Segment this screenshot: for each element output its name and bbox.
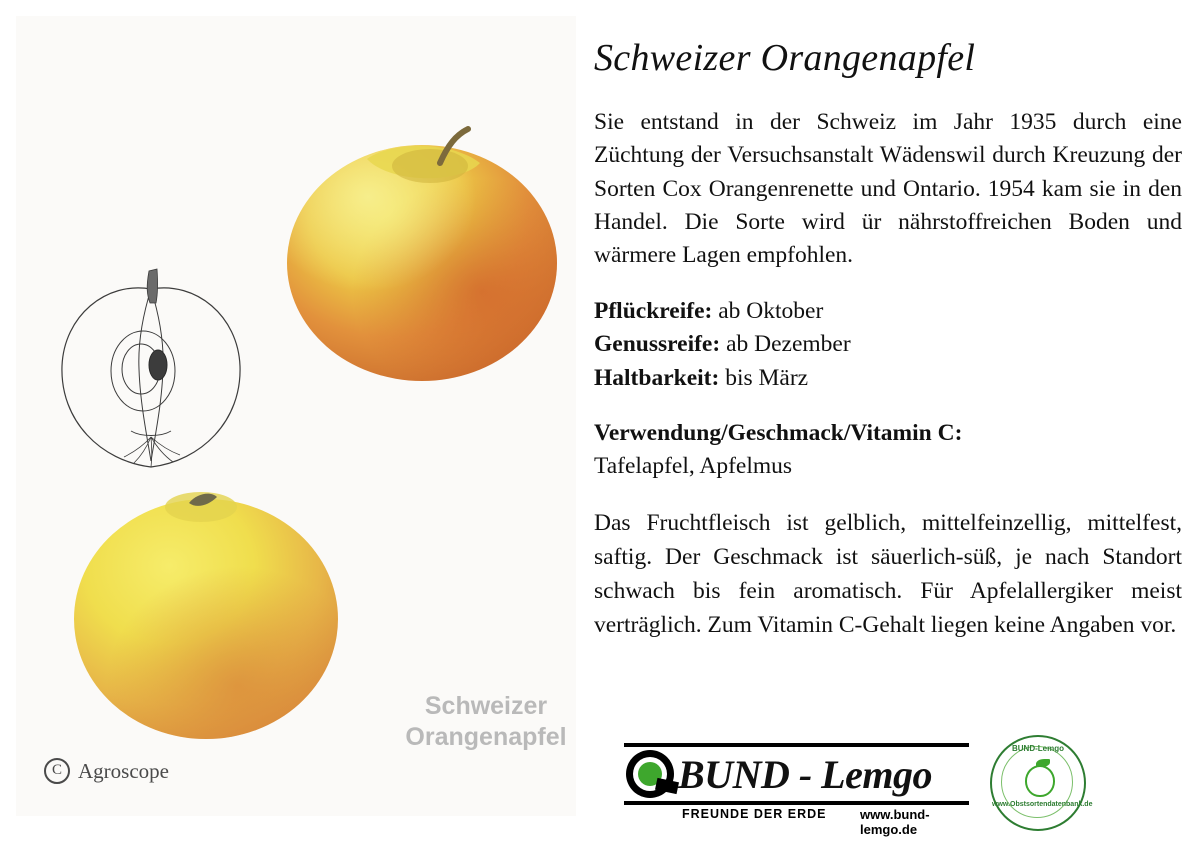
fact-value: ab Dezember: [726, 331, 851, 358]
obstsortendatenbank-seal[interactable]: [990, 735, 1093, 831]
text-panel: [592, 20, 1184, 830]
logo-wordmark: BUND - Lemgo: [678, 751, 932, 797]
fact-value: bis März: [725, 364, 809, 391]
image-panel: [16, 16, 576, 816]
logo-rule-bottom: [624, 801, 969, 805]
seal-bottom-text: www.Obstsortendatenbank.de: [992, 801, 1093, 808]
variety-watermark: [386, 691, 576, 754]
fact-row: [594, 362, 1182, 395]
page-title: Schweizer Orangenapfel: [594, 37, 976, 79]
photo-credit-text: Agroscope: [78, 758, 169, 783]
seal-apple-icon: [1025, 765, 1055, 797]
fact-label: Pflückreife:: [594, 297, 713, 324]
fact-value: ab Oktober: [718, 297, 824, 324]
bund-apple-icon: [626, 750, 674, 798]
photo-credit: [44, 758, 169, 784]
apple-photo-bottom: [61, 471, 351, 746]
footer: [600, 735, 1180, 837]
usage-heading: Verwendung/Geschmack/Vitamin C:: [594, 419, 963, 446]
fact-row: [594, 295, 1182, 328]
copyright-icon: C: [44, 758, 70, 784]
variety-watermark-line1: Schweizer: [424, 692, 548, 720]
usage-value: Tafelapfel, Apfelmus: [594, 453, 793, 480]
intro-paragraph: Sie entstand in der Schweiz im Jahr 1935 durch eine Züchtung der Versuchsanstalt Wädenswil durch Kreuzung der Sorten Cox Orangenrenette und Ontario. 1954 kam sie in den Handel. Die Sorte wird ür nährstoffreichen Boden und wärmere Lagen empfohlen.: [594, 109, 1182, 269]
seal-top-text: BUND-Lemgo: [1012, 744, 1064, 753]
apple-photo-top: [272, 111, 572, 391]
bund-lemgo-logo[interactable]: [612, 739, 957, 837]
ripeness-facts: [594, 295, 1182, 395]
fact-row: [594, 328, 1182, 361]
logo-main-row: [624, 747, 969, 801]
logo-url[interactable]: www.bund-lemgo.de: [860, 807, 930, 837]
apple-cross-section-drawing: [46, 261, 256, 481]
fact-label: Genussreife:: [594, 331, 721, 358]
variety-watermark-line2: Orangenapfel: [405, 723, 567, 752]
logo-subtitle: FREUNDE DER ERDE: [682, 807, 827, 821]
fact-label: Haltbarkeit:: [594, 364, 720, 391]
description-paragraph: Das Fruchtfleisch ist gelblich, mittelfeinzellig, mittelfest, saftig. Der Geschmack ist säuerlich-süß, je nach Standort schwach bis fein aromatisch. Für Apfelallergiker meist verträglich. Zum Vitamin C-Gehalt liegen keine Angaben vor.: [594, 509, 1182, 638]
usage-section: [594, 417, 1182, 484]
